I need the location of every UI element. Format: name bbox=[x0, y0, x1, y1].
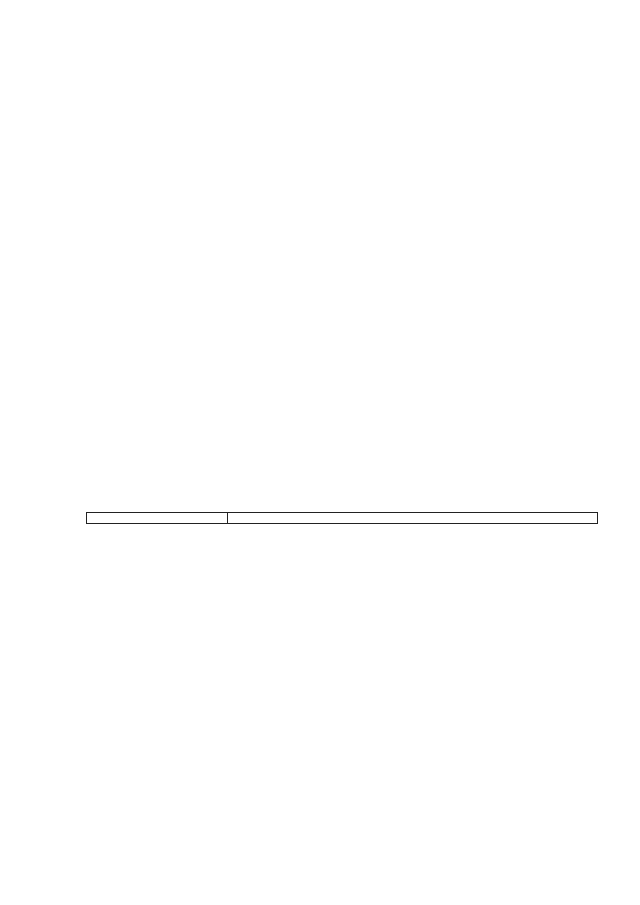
table-label-cell bbox=[87, 513, 228, 524]
table-row bbox=[87, 513, 598, 524]
funding-table bbox=[86, 512, 598, 524]
table-value-cell bbox=[228, 513, 598, 524]
